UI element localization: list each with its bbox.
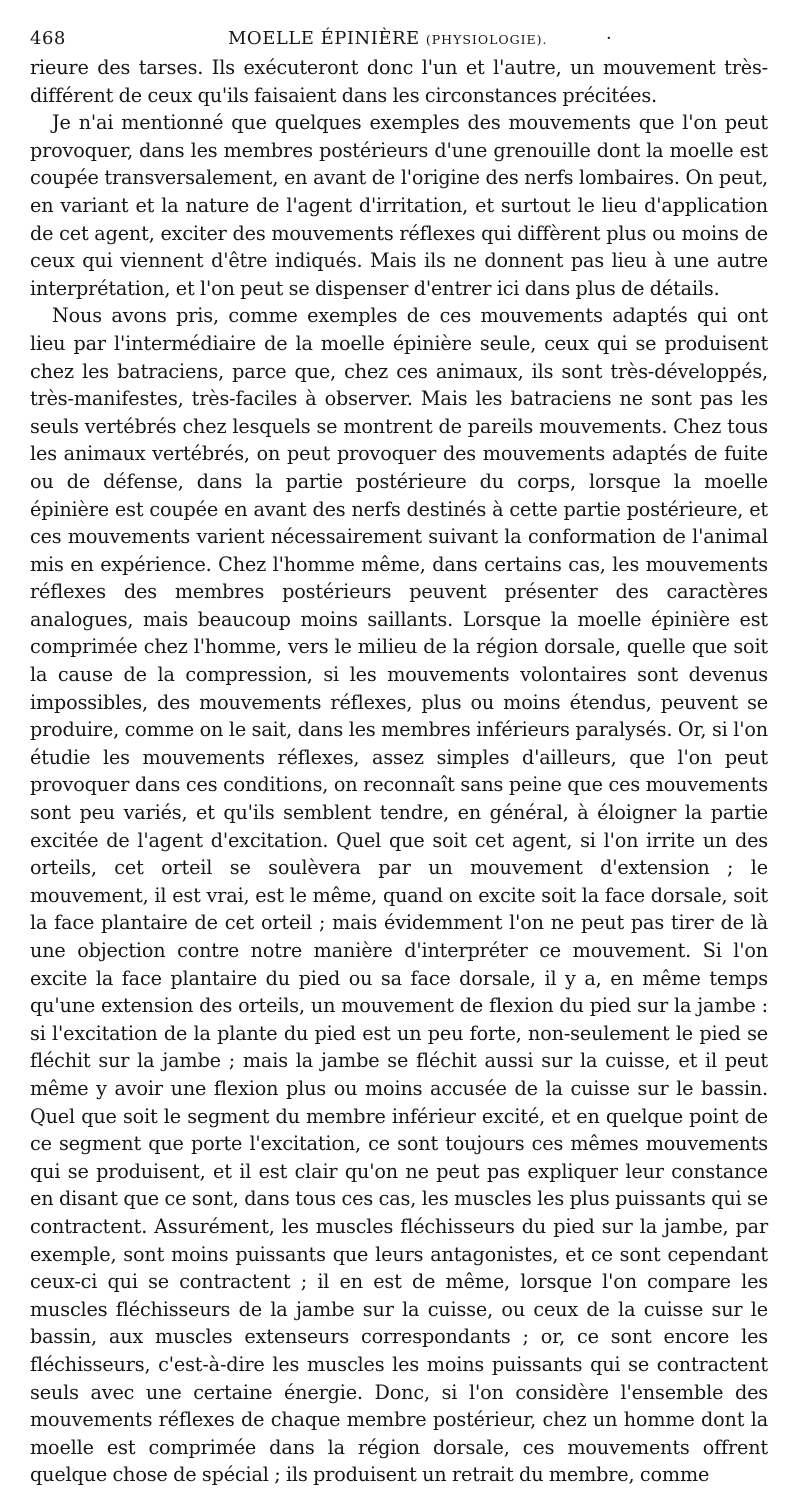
paragraph: Je n'ai mentionné que quelques exemples des mouvements que l'on peut provoquer, dans les membres postérieurs d'une grenouille dont la moelle est coupée transversalement, en avant de l'origine des nerfs lombaires. On peut, en variant et la nature de l'agent d'irritation, et surtout le lieu d'application de cet agent, exciter des mouvements réflexes qui diffèrent plus ou moins de ceux qui viennent d'être indiqués. Mais ils ne donnent pas lieu à une autre interprétation, et l'on peut se dispenser d'entrer ici dans plus de détails. <box>30 111 768 300</box>
running-title <box>228 26 548 53</box>
paragraph-continued: rieure des tarses. Ils exécuteront donc l'un et l'autre, un mouvement très-différent de ceux qu'ils faisaient dans les circonstances précitées. <box>30 56 768 107</box>
running-header <box>30 26 768 52</box>
paragraph: Nous avons pris, comme exemples de ces mouvements adaptés qui ont lieu par l'intermédiaire de la moelle épinière seule, ceux qui se produisent chez les batraciens, parce que, chez ces animaux, ils sont très-développés, très-manifestes, très-faciles à observer. Mais les batraciens ne sont pas les seuls vertébrés chez lesquels se montrent de pareils mouvements. Chez tous les animaux vertébrés, on peut provoquer des mouvements adaptés de fuite ou de défense, dans la partie postérieure du corps, lorsque la moelle épinière est coupée en avant des nerfs destinés à cette partie postérieure, et ces mouvements varient nécessairement suivant la conformation de l'animal mis en expérience. Chez l'homme même, dans certains cas, les mouvements réflexes des membres postérieurs peuvent présenter des caractères analogues, mais beaucoup moins saillants. Lorsque la moelle épinière est comprimée chez l'homme, vers le milieu de la région dorsale, quelle que soit la cause de la compression, si les mouvements volontaires sont devenus impossibles, des mouvements réflexes, plus ou moins étendus, peuvent se produire, comme on le sait, dans les membres inférieurs paralysés. Or, si l'on étudie les mouvements réflexes, assez simples d'ailleurs, que l'on peut provoquer dans ces conditions, on reconnaît sans peine que ces mouvements sont peu variés, et qu'ils semblent tendre, en général, à éloigner la partie excitée de l'agent d'excitation. Quel que soit cet agent, si l'on irrite un des orteils, cet orteil se soulèvera par un mouvement d'extension ; le mouvement, il est vrai, est le même, quand on excite soit la face dorsale, soit la face plantaire de cet orteil ; mais évidemment l'on ne peut pas tirer de là une objection contre notre manière d'interpréter ce mouvement. Si l'on excite la face plantaire du pied ou sa face dorsale, il y a, en même temps qu'une extension des orteils, un mouvement de flexion du pied sur la jambe : si l'excitation de la plante du pied est un peu forte, non-seulement le pied se fléchit sur la jambe ; mais la jambe se fléchit aussi sur la cuisse, et il peut même y avoir une flexion plus ou moins accusée de la cuisse sur le bassin. Quel que soit le segment du membre inférieur excité, et en quelque point de ce segment que porte l'excitation, ce sont toujours ces mêmes mouvements qui se produisent, et il est clair qu'on ne peut pas expliquer leur constance en disant que ce sont, dans tous ces cas, les muscles les plus puissants qui se contractent. Assurément, les muscles fléchisseurs du pied sur la jambe, par exemple, sont moins puissants que leurs antagonistes, et ce sont cependant ceux-ci qui se contractent ; il en est de même, lorsque l'on compare les muscles fléchisseurs de la jambe sur la cuisse, ou ceux de la cuisse sur le bassin, aux muscles extenseurs correspondants ; or, ce sont encore les fléchisseurs, c'est-à-dire les muscles les moins puissants qui se contractent seuls avec une certaine énergie. Donc, si l'on considère l'ensemble des mouvements réflexes de chaque membre postérieur, chez un homme dont la moelle est comprimée dans la région dorsale, ces mouvements offrent quelque chose de spécial ; ils produisent un retrait du membre, comme <box>30 304 768 1487</box>
header-mark: · <box>606 28 613 49</box>
running-title-sub: (PHYSIOLOGIE). <box>425 32 548 47</box>
page-number: 468 <box>30 28 66 49</box>
running-title-main: MOELLE ÉPINIÈRE <box>228 28 420 49</box>
book-page <box>30 26 768 1487</box>
body-text <box>30 54 768 1489</box>
